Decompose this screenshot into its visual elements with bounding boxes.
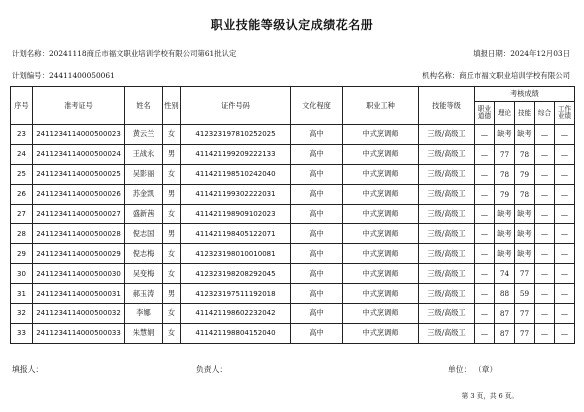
cell-ethics: — [475,184,495,204]
cell-comprehensive: — [535,164,555,184]
cell-gender: 男 [163,144,181,164]
cell-theory: 77 [495,144,515,164]
col-header-gender: 性别 [163,87,181,125]
cell-ethics: — [475,304,495,324]
cell-seq: 25 [11,164,33,184]
cell-exam-no: 2411234114000500032 [33,304,125,324]
cell-education: 高中 [291,224,343,244]
cell-ethics: — [475,224,495,244]
cell-name: 吴变梅 [125,264,163,284]
cell-level: 三级/高级工 [419,284,475,304]
cell-seq: 27 [11,204,33,224]
cell-name: 吴影丽 [125,164,163,184]
cell-comprehensive: — [535,244,555,264]
cell-level: 三级/高级工 [419,224,475,244]
table-row [11,264,575,284]
cell-theory: 87 [495,323,515,343]
cell-occupation: 中式烹调师 [343,323,419,343]
cell-id-no: 411421198405122071 [181,224,291,244]
cell-gender: 女 [163,244,181,264]
cell-exam-no: 2411234114000500030 [33,264,125,284]
cell-name: 王战永 [125,144,163,164]
cell-education: 高中 [291,204,343,224]
cell-ethics: — [475,284,495,304]
cell-work-result: — [555,224,575,244]
cell-skill: 78 [515,144,535,164]
table-row [11,304,575,324]
cell-id-no: 411421199209222133 [181,144,291,164]
cell-level: 三级/高级工 [419,264,475,284]
cell-education: 高中 [291,244,343,264]
page-number: 第 3 页，共 6 页。 [461,392,518,400]
cell-name: 倪志国 [125,224,163,244]
cell-id-no: 412323197810252025 [181,125,291,145]
cell-skill: 79 [515,164,535,184]
table-row [11,125,575,145]
cell-gender: 男 [163,184,181,204]
col-header-occupation: 职业工种 [343,87,419,125]
cell-education: 高中 [291,144,343,164]
cell-name: 黄云兰 [125,125,163,145]
cell-id-no: 411421199302222031 [181,184,291,204]
cell-comprehensive: — [535,224,555,244]
plan-name: 计划名称：20241118商丘市福文职业培训学校有限公司第61批认定 [12,49,237,58]
col-header-exam-no: 准考证号 [33,87,125,125]
cell-id-no: 411421198804152040 [181,323,291,343]
cell-comprehensive: — [535,125,555,145]
cell-theory: 88 [495,284,515,304]
cell-exam-no: 2411234114000500024 [33,144,125,164]
cell-skill: 59 [515,284,535,304]
cell-education: 高中 [291,125,343,145]
cell-level: 三级/高级工 [419,125,475,145]
cell-ethics: — [475,144,495,164]
cell-comprehensive: — [535,323,555,343]
cell-occupation: 中式烹调师 [343,184,419,204]
cell-seq: 30 [11,264,33,284]
cell-name: 苏金凯 [125,184,163,204]
cell-gender: 女 [163,125,181,145]
col-header-seq: 序号 [11,87,33,125]
table-row [11,284,575,304]
cell-occupation: 中式烹调师 [343,224,419,244]
cell-name: 盛新茜 [125,204,163,224]
table-row [11,323,575,343]
cell-comprehensive: — [535,264,555,284]
plan-number: 计划编号：24411400050061 [12,71,115,80]
cell-work-result: — [555,164,575,184]
cell-name: 倪志梅 [125,244,163,264]
cell-comprehensive: — [535,144,555,164]
cell-seq: 32 [11,304,33,324]
cell-ethics: — [475,164,495,184]
cell-work-result: — [555,144,575,164]
cell-exam-no: 2411234114000500031 [33,284,125,304]
cell-gender: 女 [163,264,181,284]
cell-gender: 女 [163,164,181,184]
cell-seq: 29 [11,244,33,264]
cell-skill: 缺考 [515,244,535,264]
cell-id-no: 412323197511192018 [181,284,291,304]
organization-name: 机构名称：商丘市福文职业培训学校有限公司 [422,71,570,80]
cell-occupation: 中式烹调师 [343,204,419,224]
cell-ethics: — [475,125,495,145]
cell-skill: 77 [515,264,535,284]
cell-theory: 缺考 [495,224,515,244]
cell-level: 三级/高级工 [419,164,475,184]
cell-id-no: 411421198909102023 [181,204,291,224]
cell-exam-no: 2411234114000500027 [33,204,125,224]
cell-level: 三级/高级工 [419,304,475,324]
cell-work-result: — [555,284,575,304]
col-header-level: 技能等级 [419,87,475,125]
cell-work-result: — [555,184,575,204]
col-header-assessment: 考核成绩 [475,87,575,102]
cell-ethics: — [475,323,495,343]
cell-work-result: — [555,125,575,145]
cell-skill: 78 [515,184,535,204]
owner-signature-label: 负责人： [196,365,228,374]
cell-skill: 缺考 [515,224,535,244]
cell-skill: 缺考 [515,125,535,145]
cell-work-result: — [555,204,575,224]
cell-gender: 女 [163,204,181,224]
cell-occupation: 中式烹调师 [343,244,419,264]
cell-seq: 28 [11,224,33,244]
cell-theory: 缺考 [495,244,515,264]
cell-gender: 女 [163,323,181,343]
cell-occupation: 中式烹调师 [343,264,419,284]
cell-work-result: — [555,323,575,343]
col-header-comprehensive: 综合 [535,102,555,125]
table-row [11,164,575,184]
table-row [11,184,575,204]
cell-theory: 缺考 [495,125,515,145]
col-header-id-no: 证件号码 [181,87,291,125]
unit-seal-label: 单位： （章） [448,365,498,374]
col-header-skill: 技能 [515,102,535,125]
col-header-work-result: 工作业绩 [555,102,575,125]
cell-level: 三级/高级工 [419,323,475,343]
cell-skill: 77 [515,304,535,324]
col-header-name: 姓名 [125,87,163,125]
cell-name: 郝玉涛 [125,284,163,304]
cell-level: 三级/高级工 [419,144,475,164]
cell-exam-no: 2411234114000500029 [33,244,125,264]
cell-seq: 31 [11,284,33,304]
col-header-theory: 理论 [495,102,515,125]
cell-name: 朱慧娟 [125,323,163,343]
cell-work-result: — [555,264,575,284]
cell-id-no: 411421198510242040 [181,164,291,184]
cell-theory: 78 [495,164,515,184]
cell-id-no: 412323198010010081 [181,244,291,264]
cell-ethics: — [475,204,495,224]
cell-comprehensive: — [535,284,555,304]
table-row [11,224,575,244]
cell-exam-no: 2411234114000500026 [33,184,125,204]
fill-date: 填报日期：2024年12月03日 [473,49,570,58]
cell-exam-no: 2411234114000500025 [33,164,125,184]
cell-work-result: — [555,244,575,264]
cell-theory: 74 [495,264,515,284]
cell-work-result: — [555,304,575,324]
cell-theory: 79 [495,184,515,204]
cell-skill: 77 [515,323,535,343]
cell-occupation: 中式烹调师 [343,284,419,304]
cell-name: 李娜 [125,304,163,324]
filler-signature-label: 填报人： [12,365,44,374]
header-row [11,87,575,102]
cell-id-no: 412323198208292045 [181,264,291,284]
cell-id-no: 411421198602232042 [181,304,291,324]
col-header-ethics: 职业道德 [475,102,495,125]
cell-seq: 23 [11,125,33,145]
cell-occupation: 中式烹调师 [343,144,419,164]
cell-occupation: 中式烹调师 [343,304,419,324]
cell-education: 高中 [291,264,343,284]
document-title: 职业技能等级认定成绩花名册 [210,18,374,32]
cell-occupation: 中式烹调师 [343,125,419,145]
cell-education: 高中 [291,304,343,324]
cell-gender: 女 [163,304,181,324]
cell-education: 高中 [291,284,343,304]
cell-skill: 缺考 [515,204,535,224]
cell-education: 高中 [291,323,343,343]
cell-exam-no: 2411234114000500033 [33,323,125,343]
cell-gender: 男 [163,284,181,304]
cell-exam-no: 2411234114000500028 [33,224,125,244]
cell-comprehensive: — [535,304,555,324]
cell-comprehensive: — [535,204,555,224]
cell-education: 高中 [291,184,343,204]
cell-level: 三级/高级工 [419,184,475,204]
col-header-education: 文化程度 [291,87,343,125]
cell-theory: 87 [495,304,515,324]
cell-exam-no: 2411234114000500023 [33,125,125,145]
score-roster-table [10,86,575,344]
cell-occupation: 中式烹调师 [343,164,419,184]
cell-theory: 缺考 [495,204,515,224]
cell-gender: 男 [163,224,181,244]
table-row [11,244,575,264]
cell-level: 三级/高级工 [419,244,475,264]
cell-seq: 26 [11,184,33,204]
cell-level: 三级/高级工 [419,204,475,224]
table-row [11,144,575,164]
cell-seq: 24 [11,144,33,164]
cell-ethics: — [475,244,495,264]
cell-comprehensive: — [535,184,555,204]
cell-seq: 33 [11,323,33,343]
cell-education: 高中 [291,164,343,184]
table-row [11,204,575,224]
cell-ethics: — [475,264,495,284]
